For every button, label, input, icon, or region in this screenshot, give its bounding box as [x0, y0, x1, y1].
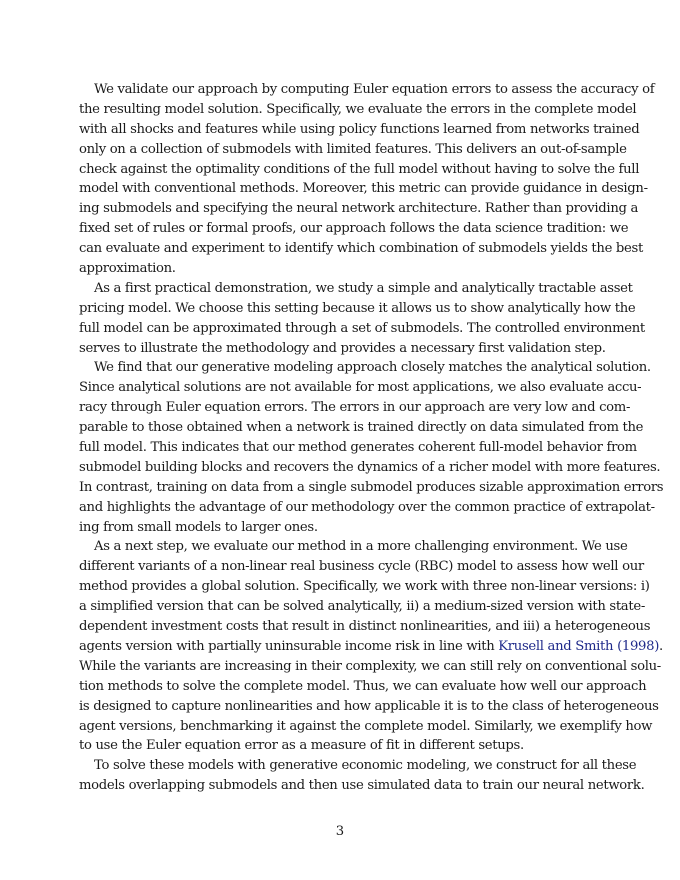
text-line — [79, 179, 648, 199]
line-text: We find that our generative modeling approach closely matches the analytical solution. — [94, 360, 651, 376]
line-text: full model can be approximated through a set of submodels. The controlled environment — [79, 320, 645, 336]
text-line — [79, 557, 644, 577]
text-line — [79, 160, 640, 180]
text-line — [79, 637, 663, 657]
text-line — [79, 199, 639, 219]
line-text: method provides a global solution. Specifically, we work with three non-linear versions: i) — [79, 579, 650, 595]
line-text: Since analytical solutions are not available for most applications, we also evaluate accu- — [79, 380, 642, 396]
line-text: To solve these models with generative economic modeling, we construct for all these — [94, 758, 637, 774]
text-line — [79, 577, 650, 597]
text-line — [79, 140, 627, 160]
text-line — [79, 398, 631, 418]
text-line — [79, 279, 633, 299]
text-line — [79, 339, 606, 359]
line-text: agent versions, benchmarking it against the complete model. Similarly, we exemplify how — [79, 718, 653, 734]
line-text: In contrast, training on data from a single submodel produces sizable approximation errors — [79, 479, 664, 495]
line-text: racy through Euler equation errors. The errors in our approach are very low and com- — [79, 400, 631, 416]
line-text: serves to illustrate the methodology and provides a necessary first validation step. — [79, 340, 606, 356]
text-line — [79, 438, 637, 458]
line-text: check against the optimality conditions of the full model without having to solve the full — [79, 161, 640, 177]
line-text: to use the Euler equation error as a measure of fit in different setups. — [79, 738, 524, 754]
line-text: pricing model. We choose this setting because it allows us to show analytically how the — [79, 300, 636, 316]
text-line — [79, 518, 601, 538]
text-line — [79, 259, 601, 279]
text-line — [79, 299, 636, 319]
line-text: As a first practical demonstration, we study a simple and analytically tractable asset — [94, 280, 633, 296]
text-line — [79, 358, 651, 378]
text-line — [79, 458, 661, 478]
text-line — [79, 219, 629, 239]
line-text: agents version with partially uninsurable income risk in line with — [79, 638, 499, 654]
text-line — [79, 756, 637, 776]
text-line — [79, 378, 642, 398]
body-text — [79, 80, 664, 796]
text-line — [79, 717, 653, 737]
line-text: is designed to capture nonlinearities and how applicable it is to the class of heterogeneous — [79, 698, 659, 714]
line-text: different variants of a non-linear real business cycle (RBC) model to assess how well our — [79, 559, 644, 575]
text-line — [79, 736, 601, 756]
line-text: submodel building blocks and recovers the dynamics of a richer model with more features. — [79, 459, 661, 475]
line-text: tion methods to solve the complete model. Thus, we can evaluate how well our approach — [79, 678, 647, 694]
line-text: with all shocks and features while using policy functions learned from networks trained — [79, 121, 640, 137]
line-text: dependent investment costs that result in distinct nonlinearities, and iii) a heterogeneous — [79, 619, 651, 635]
citation-link[interactable]: Krusell and Smith (1998) — [498, 638, 660, 654]
text-line — [79, 239, 643, 259]
text-line — [79, 657, 661, 677]
line-text: ing from small models to larger ones. — [79, 519, 318, 535]
line-text: We validate our approach by computing Euler equation errors to assess the accuracy of — [94, 82, 655, 97]
text-line — [79, 100, 637, 120]
text-line — [79, 537, 628, 557]
line-text: As a next step, we evaluate our method in a more challenging environment. We use — [94, 539, 628, 555]
line-text: and highlights the advantage of our methodology over the common practice of extrapolat- — [79, 499, 655, 515]
text-line — [79, 776, 645, 796]
text-line — [79, 478, 664, 498]
line-text: parable to those obtained when a network is trained directly on data simulated from the — [79, 420, 644, 436]
line-text: fixed set of rules or formal proofs, our approach follows the data science tradition: we — [79, 221, 629, 237]
text-line — [79, 498, 655, 518]
text-line — [79, 120, 640, 140]
text-line — [79, 418, 644, 438]
line-text: model with conventional methods. Moreover, this metric can provide guidance in design- — [79, 181, 648, 197]
line-text: a simplified version that can be solved analytically, ii) a medium-sized version with state- — [79, 599, 645, 615]
line-text: only on a collection of submodels with limited features. This delivers an out-of-sample — [79, 141, 627, 157]
line-text: ing submodels and specifying the neural network architecture. Rather than providing a — [79, 201, 639, 217]
text-line — [79, 617, 651, 637]
text-line — [79, 677, 647, 697]
text-line — [79, 80, 655, 100]
line-text: full model. This indicates that our method generates coherent full-model behavior from — [79, 440, 637, 456]
line-text: While the variants are increasing in their complexity, we can still rely on conventional solu- — [79, 658, 661, 674]
line-text: can evaluate and experiment to identify which combination of submodels yields the best — [79, 241, 643, 257]
line-text: approximation. — [79, 261, 176, 277]
page-number: 3 — [335, 824, 345, 839]
text-line — [79, 319, 645, 339]
text-line — [79, 697, 659, 717]
line-text: the resulting model solution. Specifically, we evaluate the errors in the complete model — [79, 101, 637, 117]
text-line — [79, 597, 645, 617]
line-text: models overlapping submodels and then use simulated data to train our neural network. — [79, 778, 645, 794]
line-punctuation: . — [659, 638, 663, 654]
